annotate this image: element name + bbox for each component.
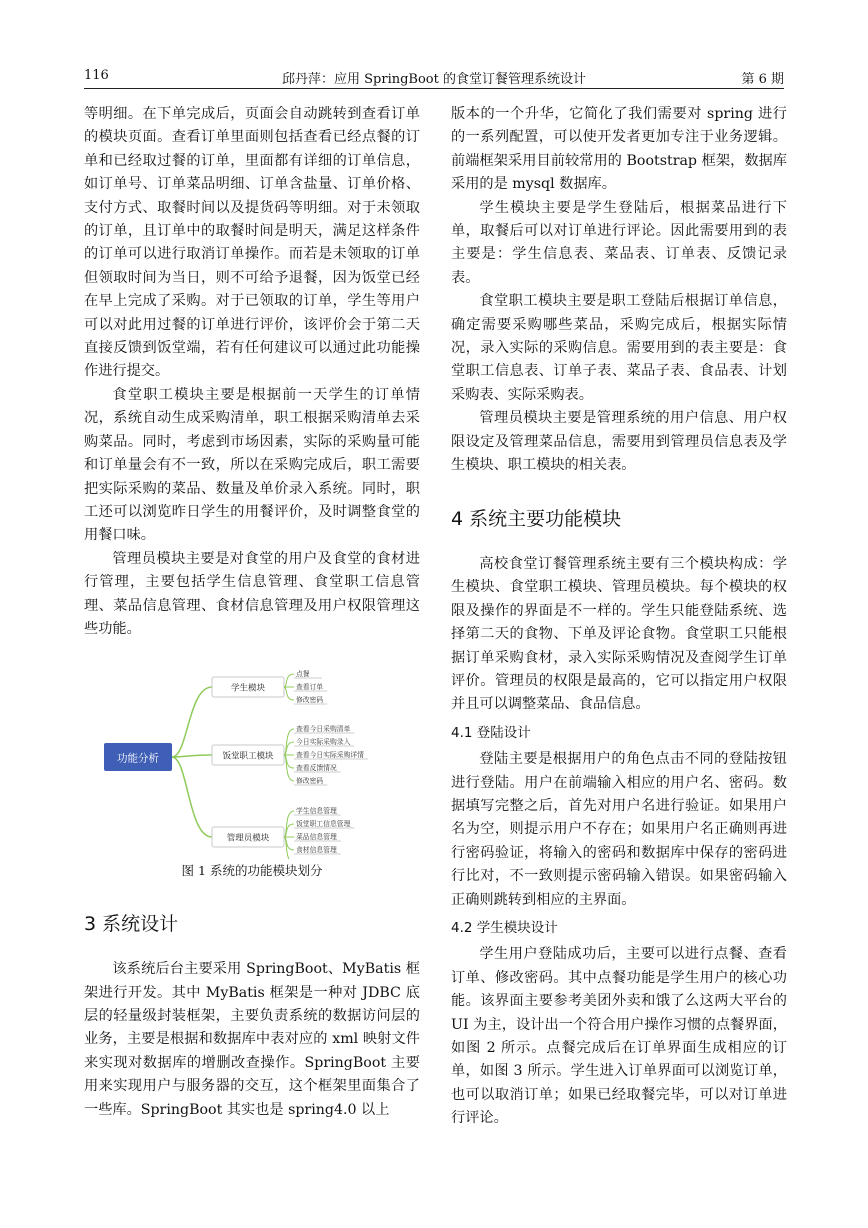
paragraph: 食堂职工模块主要是根据前一天学生的订单情况，系统自动生成采购清单，职工根据采购清单去采购菜品。同时，考虑到市场因素，实际的采购量可能和订单量会有不一致，所以在采购完成后，职工需要把实际采购的菜品、数量及单价录入系统。同时，职工还可以浏览昨日学生的用餐评价，及时调整食堂的用餐口味。	[84, 386, 420, 544]
mind-map-diagram	[84, 659, 420, 859]
leaf-node-label: 查看今日采购清单	[296, 725, 351, 734]
connector-line	[172, 757, 212, 837]
leaf-node-label: 饭堂职工信息管理	[296, 820, 351, 829]
paragraph: 食堂职工模块主要是职工登陆后根据订单信息，确定需要采购哪些菜品，采购完成后，根据实际情况，录入实际的采购信息。需要用到的表主要是：食堂职工信息表、订单子表、菜品子表、食品表、计划采购表、实际采购表。	[451, 293, 787, 403]
paragraph: 高校食堂订餐管理系统主要有三个模块构成：学生模块、食堂职工模块、管理员模块。每个模块的权限及操作的界面是不一样的。学生只能登陆系统、选择第二天的食物、下单及评论食物。食堂职工只能根据订单采购食材，录入实际采购情况及查阅学生订单评价。管理员的权限是最高的，它可以指定用户权限并且可以调整菜品、食品信息。	[451, 555, 787, 713]
leaf-node-label: 修改密码	[296, 696, 324, 705]
leaf-connector	[284, 687, 294, 700]
branch-node-label: 饭堂职工模块	[222, 751, 274, 762]
leaf-node-label: 查看今日实际采购详情	[296, 751, 364, 760]
running-header	[84, 66, 784, 89]
figure-caption: 图 1 系统的功能模块划分	[181, 863, 323, 879]
branch-node-label: 管理员模块	[226, 833, 270, 844]
leaf-connector	[284, 824, 294, 837]
right-column	[451, 103, 787, 1131]
section-title-4: 4 系统主要功能模块	[451, 507, 622, 530]
running-title: 邱丹萍：应用 SpringBoot 的食堂订餐管理系统设计	[282, 72, 586, 87]
function-module-figure	[84, 659, 420, 859]
leaf-node-label: 菜品信息管理	[296, 833, 337, 842]
paragraph: 等明细。在下单完成后，页面会自动跳转到查看订单的模块页面。查看订单里面则包括查看已经点餐的订单和已经取过餐的订单，里面都有详细的订单信息，如订单号、订单菜品明细、订单含盐量、订单价格、支付方式、取餐时间以及提货码等明细。对于未领取的订单，且订单中的取餐时间是明天，满足这样条件的订单可以进行取消订单操作。而若是未领取的订单但领取时间为当日，则不可给予退餐，因为饭堂已经在早上完成了采购。对于已领取的订单，学生等用户可以对此用过餐的订单进行评价，该评价会于第二天直接反馈到饭堂端，若有任何建议可以通过此功能操作进行提交。	[84, 106, 420, 380]
left-column	[84, 103, 420, 1122]
branch-node-label: 学生模块	[230, 683, 266, 694]
paragraph: 版本的一个升华，它简化了我们需要对 spring 进行的一系列配置，可以使开发者更加专注于业务逻辑。前端框架采用目前较常用的 Bootstrap 框架，数据库采用的是 mysql 数据库。	[451, 106, 787, 193]
page-number: 116	[84, 68, 109, 83]
leaf-node-label: 查看反馈情况	[296, 764, 337, 773]
leaf-node-label: 修改密码	[296, 777, 324, 786]
leaf-node-label: 食材信息管理	[296, 846, 337, 855]
leaf-node-label: 查看订单	[296, 683, 324, 692]
paragraph: 学生模块主要是学生登陆后，根据菜品进行下单，取餐后可以对订单进行评论。因此需要用到的表主要是：学生信息表、菜品表、订单表、反馈记录表。	[451, 199, 787, 286]
issue-label: 第 6 期	[741, 72, 784, 87]
subsection-title-4-1: 4.1 登陆设计	[451, 724, 531, 741]
leaf-connector	[284, 742, 294, 755]
paragraph: 该系统后台主要采用 SpringBoot、MyBatis 框架进行开发。其中 MyBatis 框架是一种对 JDBC 底层的轻量级封装框架，主要负责系统的数据访问层的业务，主要是根据和数据库中表对应的 xml 映射文件来实现对数据库的增删改查操作。SpringBoot 主要用来实现用户与服务器的交互，这个框架里面集合了一些库。SpringBoot 其实也是 spring4.0 以上	[84, 961, 420, 1118]
subsection-title-4-2: 4.2 学生模块设计	[451, 920, 558, 936]
leaf-node-label: 今日实际采购录入	[296, 738, 351, 747]
leaf-node-label	[296, 858, 323, 859]
connector-line	[172, 755, 212, 757]
paragraph: 登陆主要是根据用户的角色点击不同的登陆按钮进行登陆。用户在前端输入相应的用户名、密码。数据填写完整之后，首先对用户名进行验证。如果用户名为空，则提示用户不存在；如果用户名正确则再进行密码验证，将输入的密码和数据库中保存的密码进行比对，不一致则提示密码输入错误。如果密码输入正确则跳转到相应的主界面。	[451, 751, 787, 908]
section-title-3: 3 系统设计	[84, 912, 179, 935]
leaf-connector	[284, 674, 294, 687]
root-node-label: 功能分析	[117, 752, 159, 765]
paragraph: 管理员模块主要是对食堂的用户及食堂的食材进行管理，主要包括学生信息管理、食堂职工信息管理、菜品信息管理、食材信息管理及用户权限管理这些功能。	[84, 550, 420, 637]
connector-line	[172, 687, 212, 757]
paragraph: 管理员模块主要是管理系统的用户信息、用户权限设定及管理菜品信息，需要用到管理员信息表及学生模块、职工模块的相关表。	[451, 410, 787, 474]
paragraph: 学生用户登陆成功后，主要可以进行点餐、查看订单、修改密码。其中点餐功能是学生用户的核心功能。该界面主要参考美团外卖和饿了么这两大平台的 UI 为主，设计出一个符合用户操作习惯的点餐界面，如图 2 所示。点餐完成后在订单界面生成相应的订单，如图 3 所示。学生进入订单界面可以浏览订单，也可以取消订单；如果已经取餐完毕，可以对订单进行评论。	[451, 946, 787, 1127]
leaf-node-label: 点餐	[296, 670, 310, 679]
leaf-node-label: 学生信息管理	[296, 807, 337, 816]
